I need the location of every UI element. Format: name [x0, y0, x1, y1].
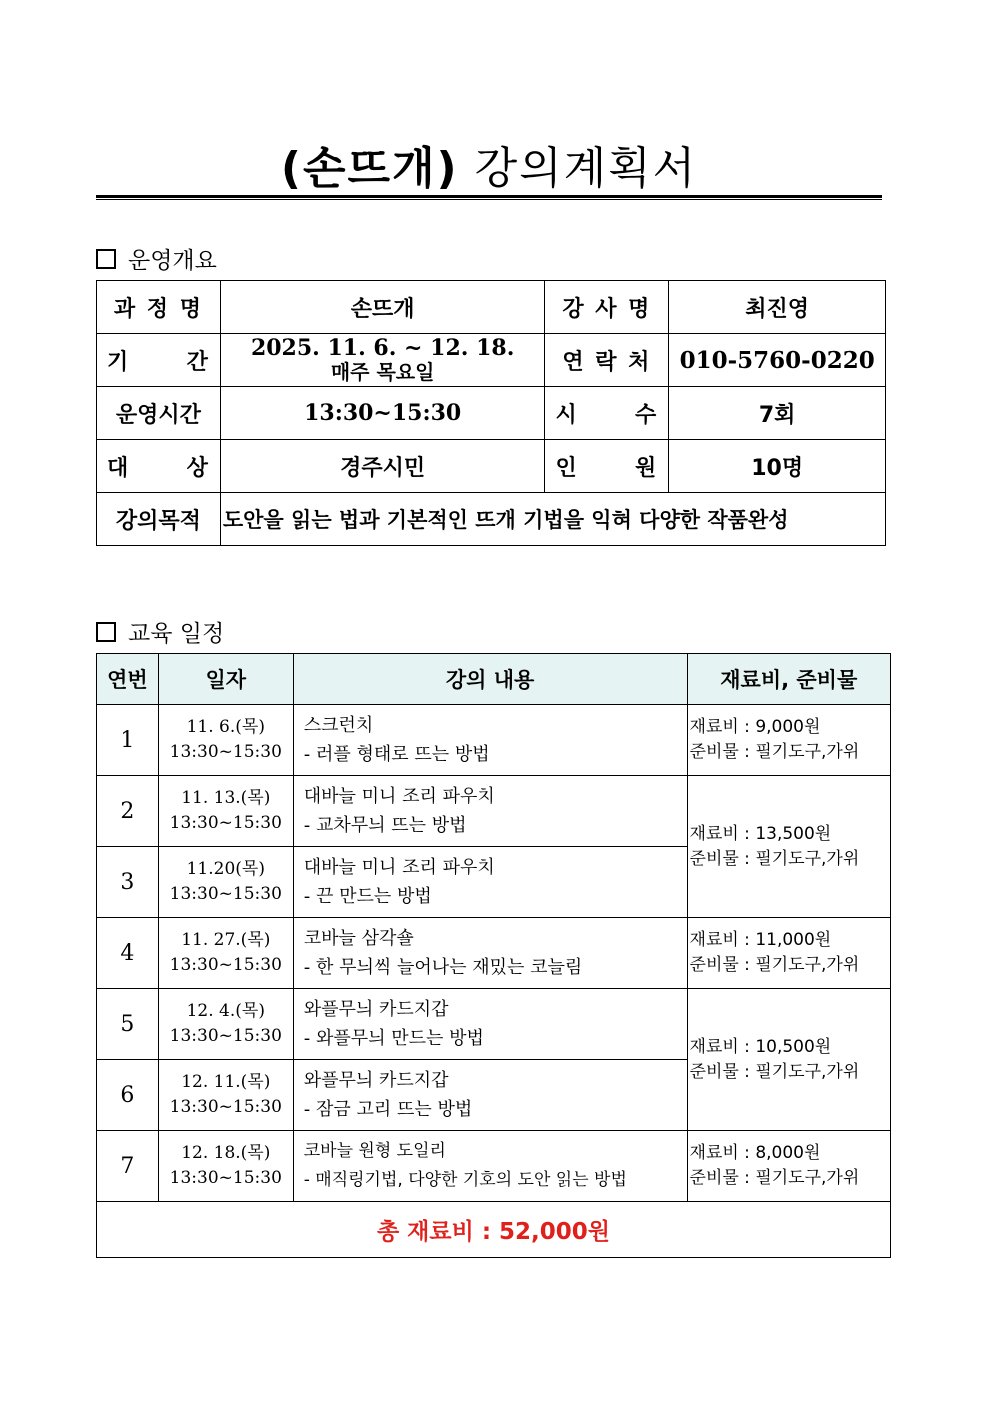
row-content: 스크런치 - 러플 형태로 뜨는 방법 [293, 705, 687, 776]
table-row [97, 334, 886, 387]
row-content: 대바늘 미니 조리 파우치 - 교차무늬 뜨는 방법 [293, 776, 687, 847]
row-fee: 재료비 : 8,000원 준비물 : 필기도구,가위 [687, 1131, 890, 1202]
course-value: 손뜨개 [220, 281, 545, 334]
period-value [220, 334, 545, 387]
period-weekday: 매주 목요일 [330, 360, 435, 384]
table-row [97, 387, 886, 440]
table-row [97, 989, 891, 1060]
time-label: 운영시간 [97, 387, 221, 440]
checkbox-icon [96, 622, 116, 642]
row-date: 11. 27.(목) 13:30~15:30 [158, 918, 293, 989]
total-row [97, 1202, 891, 1258]
people-value: 10명 [669, 440, 886, 493]
table-row [97, 440, 886, 493]
table-row [97, 705, 891, 776]
row-date: 11. 6.(목) 13:30~15:30 [158, 705, 293, 776]
row-no: 5 [97, 989, 159, 1060]
table-row [97, 918, 891, 989]
row-content: 와플무늬 카드지갑 - 잠금 고리 뜨는 방법 [293, 1060, 687, 1131]
instructor-label: 강 사 명 [545, 281, 669, 334]
table-header-row [97, 654, 891, 705]
section-overview-heading [96, 242, 217, 275]
sessions-value: 7회 [669, 387, 886, 440]
row-date: 12. 4.(목) 13:30~15:30 [158, 989, 293, 1060]
document-title [96, 140, 882, 198]
instructor-value: 최진영 [669, 281, 886, 334]
title-bold: (손뜨개) [280, 143, 459, 194]
header-date: 일자 [158, 654, 293, 705]
checkbox-icon [96, 249, 116, 269]
row-content: 대바늘 미니 조리 파우치 - 끈 만드는 방법 [293, 847, 687, 918]
row-fee: 재료비 : 10,500원 준비물 : 필기도구,가위 [687, 989, 890, 1131]
row-no: 6 [97, 1060, 159, 1131]
row-no: 7 [97, 1131, 159, 1202]
table-row [97, 776, 891, 847]
section-schedule-heading [96, 615, 224, 648]
section-schedule-label: 교육 일정 [128, 621, 225, 647]
row-fee: 재료비 : 9,000원 준비물 : 필기도구,가위 [687, 705, 890, 776]
total-fee: 총 재료비 : 52,000원 [97, 1202, 891, 1258]
schedule-table [96, 653, 891, 1258]
people-label: 인 원 [545, 440, 669, 493]
purpose-label: 강의목적 [97, 493, 221, 546]
target-value: 경주시민 [220, 440, 545, 493]
row-no: 4 [97, 918, 159, 989]
contact-label: 연 락 처 [545, 334, 669, 387]
row-content: 와플무늬 카드지갑 - 와플무늬 만드는 방법 [293, 989, 687, 1060]
row-date: 12. 18.(목) 13:30~15:30 [158, 1131, 293, 1202]
header-content: 강의 내용 [293, 654, 687, 705]
table-row [97, 1131, 891, 1202]
time-value: 13:30~15:30 [220, 387, 545, 440]
period-dates: 2025. 11. 6. ~ 12. 18. [250, 335, 515, 361]
overview-table [96, 280, 886, 546]
row-no: 2 [97, 776, 159, 847]
period-label: 기 간 [97, 334, 221, 387]
sessions-label: 시 수 [545, 387, 669, 440]
purpose-value: 도안을 읽는 법과 기본적인 뜨개 기법을 익혀 다양한 작품완성 [220, 493, 885, 546]
row-content: 코바늘 삼각숄 - 한 무늬씩 늘어나는 재밌는 코늘림 [293, 918, 687, 989]
row-date: 11. 13.(목) 13:30~15:30 [158, 776, 293, 847]
course-label: 과 정 명 [97, 281, 221, 334]
header-no: 연번 [97, 654, 159, 705]
contact-value: 010-5760-0220 [669, 334, 886, 387]
target-label: 대 상 [97, 440, 221, 493]
row-content: 코바늘 원형 도일리 - 매직링기법, 다양한 기호의 도안 읽는 방법 [293, 1131, 687, 1202]
row-fee: 재료비 : 11,000원 준비물 : 필기도구,가위 [687, 918, 890, 989]
row-fee: 재료비 : 13,500원 준비물 : 필기도구,가위 [687, 776, 890, 918]
table-row [97, 493, 886, 546]
row-date: 11.20(목) 13:30~15:30 [158, 847, 293, 918]
table-row [97, 281, 886, 334]
row-no: 3 [97, 847, 159, 918]
section-overview-label: 운영개요 [128, 248, 217, 274]
title-underline [96, 195, 882, 200]
header-materials: 재료비, 준비물 [687, 654, 890, 705]
title-rest: 강의계획서 [474, 143, 698, 194]
row-no: 1 [97, 705, 159, 776]
row-date: 12. 11.(목) 13:30~15:30 [158, 1060, 293, 1131]
